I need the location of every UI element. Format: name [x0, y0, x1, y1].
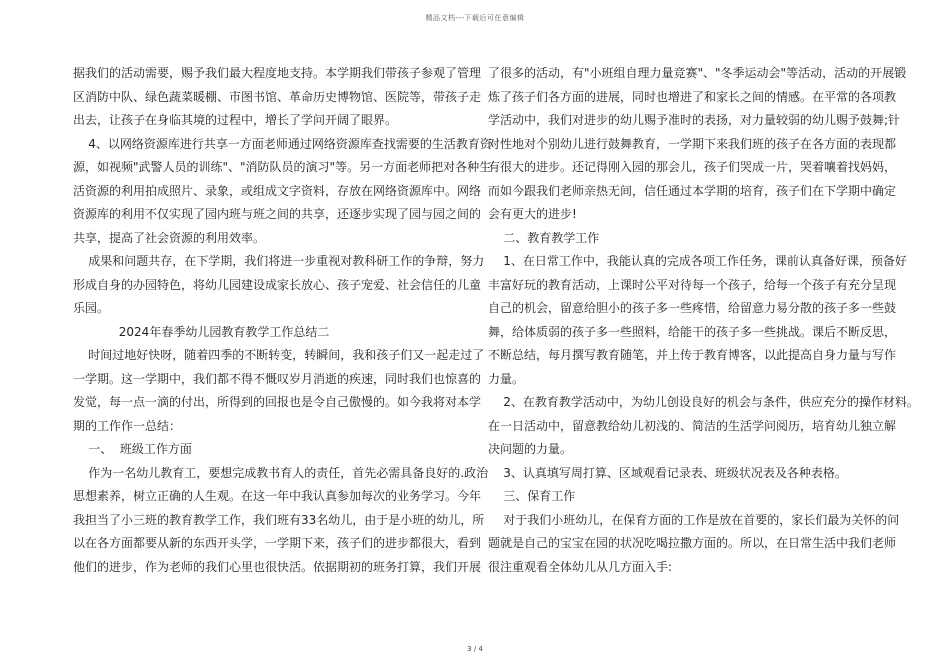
text-line: 思想素养，树立正确的人生观。在这一年中我认真参加每次的业务学习。今年: [73, 489, 482, 503]
text-line: 出去，让孩子在身临其境的过程中，增长了学问开阔了眼界。: [73, 113, 398, 127]
text-line: 有很大的进步。还记得刚入园的那会儿，孩子们哭成一片，哭着嚷着找妈妈，: [488, 160, 897, 174]
text-line: 不断总结，每月撰写教育随笔，并上传于教育博客，以此提高自身力量与写作: [488, 348, 897, 362]
text-line: 一学期。这一学期中，我们都不得不慨叹岁月消逝的疾速，同时我们也惊喜的: [73, 371, 482, 386]
text-line: 很注重观看全体幼儿从几方面入手:: [488, 559, 673, 574]
text-line: 时间过地好快呀，随着四季的不断转变，转瞬间，我和孩子们又一起走过了: [73, 348, 485, 362]
text-line: 决问题的力量。: [488, 442, 573, 456]
page-header: 精品文档---下载后可任意编辑: [425, 14, 525, 22]
text-line: 成果和问题共存，在下学期，我们将进一步重视对教科研工作的争辩，努力: [73, 254, 485, 268]
text-line: 2024年春季幼儿园教育教学工作总结二: [73, 324, 330, 339]
text-line: 2、在教育教学活动中，为幼儿创设良好的机会与条件，供应充分的操作材料。: [488, 395, 919, 409]
right-column: [488, 62, 919, 579]
text-line: 而如今跟我们老师亲热无间，信任通过本学期的培育，孩子们在下学期中确定: [488, 183, 897, 198]
text-line: 学活动中，我们对进步的幼儿赐予准时的表扬，对力量较弱的幼儿赐予鼓舞;针: [488, 113, 901, 127]
text-line: 题就是自己的宝宝在园的状况吃喝拉撒方面的。所以，在日常生活中我们老师: [488, 536, 897, 550]
text-line: 源，如视频"武警人员的训练"、"消防队员的演习"等。另一方面老师把对各种生: [73, 160, 492, 174]
text-line: 力量。: [488, 371, 525, 386]
text-line: 炼了孩子们各方面的进展，同时也增进了和家长之间的情感。在平常的各项教: [488, 89, 897, 104]
text-line: 4、以网络资源库进行共享一方面老师通过网络资源库查找需要的生活教育资: [73, 136, 492, 151]
text-line: 舞，给体质弱的孩子多一些照料，给能干的孩子多一些挑战。课后不断反思，: [488, 324, 897, 339]
text-line: 期的工作作一总结：: [73, 418, 182, 433]
text-line: 活资源的利用拍成照片、录象，或组成文字资料，存放在网络资源库中。网络: [73, 183, 482, 198]
text-line: 以在各方面都要从新的东西开头学，一学期下来，孩子们的进步都很大，看到: [73, 536, 482, 550]
text-line: 会有更大的进步!: [488, 207, 577, 221]
text-line: 二、教育教学工作: [488, 230, 600, 245]
text-line: 对性地对个别幼儿进行鼓舞教育，一学期下来我们班的孩子在各方面的表现都: [488, 136, 897, 151]
text-line: 据我们的活动需要，赐予我们最大程度地支持。本学期我们带孩子参观了管理: [73, 66, 482, 80]
text-line: 对于我们小班幼儿，在保育方面的工作是放在首要的，家长们最为关怀的问: [488, 512, 900, 527]
text-line: 1、在日常工作中，我能认真的完成各项工作任务，课前认真备好课，预备好: [488, 254, 907, 268]
text-line: 区消防中队、绿色蔬菜暖棚、市图书馆、革命历史博物馆、医院等，带孩子走: [73, 89, 482, 104]
text-line: 在一日活动中，留意教给幼儿初浅的、简洁的生活学问阅历，培育幼儿独立解: [488, 418, 897, 433]
text-line: 发觉，每一点一滴的付出，所得到的回报也是令自己傲慢的。如今我将对本学: [73, 395, 482, 409]
text-line: 3、认真填写周打算、区域观看记录表、班级状况表及各种表格。: [488, 465, 847, 480]
text-line: 资源库的利用不仅实现了园内班与班之间的共享，还逐步实现了园与园之间的: [73, 207, 482, 221]
text-line: 作为一名幼儿教育工，要想完成教书育人的责任，首先必需具备良好的.政治: [73, 465, 489, 480]
text-line: 了很多的活动，有"小班组自理力量竞赛"、"冬季运动会"等活动，活动的开展锻: [488, 66, 907, 80]
text-line: 他们的进步，作为老师的我们心里也很快活。依据期初的班务打算，我们开展: [73, 559, 482, 574]
text-line: 三、保育工作: [488, 489, 576, 503]
left-column: [73, 62, 492, 579]
text-line: 共享，提高了社会资源的利用效率。: [73, 230, 266, 245]
text-line: 我担当了小三班的教育教学工作，我们班有33名幼儿，由于是小班的幼儿，所: [73, 512, 485, 527]
text-line: 丰富好玩的教育活动，上课时公平对待每一个孩子，给每一个孩子有充分呈现: [488, 277, 897, 292]
text-line: 一、 班级工作方面: [73, 442, 192, 456]
text-line: 形成自身的办园特色，将幼儿园建设成家长放心、孩子宠爱、社会信任的儿童: [73, 277, 482, 292]
text-line: 自己的机会，留意给胆小的孩子多一些疼惜，给留意力易分散的孩子多一些鼓: [488, 301, 897, 315]
page-number: 3 / 4: [467, 645, 483, 653]
text-line: 乐园。: [73, 301, 110, 315]
